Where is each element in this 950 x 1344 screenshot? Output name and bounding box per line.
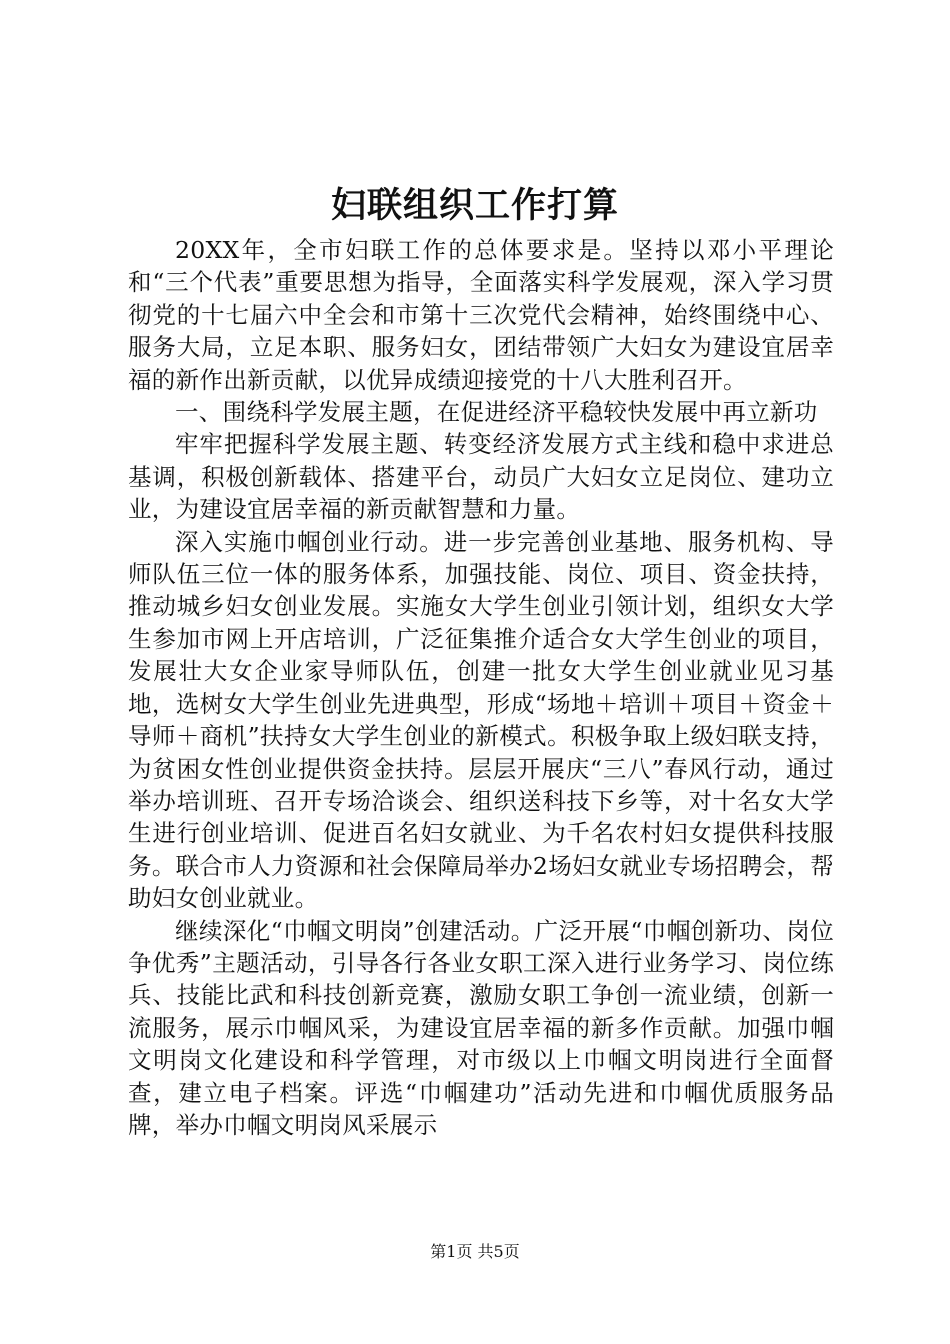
document-title: 妇联组织工作打算 [330,185,619,226]
page-number-footer: 第1页 共5页 [430,1242,520,1261]
paragraph-intro: 20XX年，全市妇联工作的总体要求是。坚持以邓小平理论和“三个代表”重要思想为指导，全面落实科学发展观，深入学习贯彻党的十七届六中全会和市第十三次党代会精神，始终围绕中心、服务大局，立足本职、服务妇女，团结带领广大妇女为建设宜居幸福的新作出新贡献，以优异成绩迎接党的十八大胜利召开。 [128,236,834,394]
paragraph-civilized-post: 继续深化“巾帼文明岗”创建活动。广泛开展“巾帼创新功、岗位争优秀”主题活动，引导各行各业女职工深入进行业务学习、岗位练兵、技能比武和科技创新竞赛，激励女职工争创一流业绩，创新一流服务，展示巾帼风采，为建设宜居幸福的新多作贡献。加强巾帼文明岗文化建设和科学管理，对市级以上巾帼文明岗进行全面督查，建立电子档案。评选“巾帼建功”活动先进和巾帼优质服务品牌，举办巾帼文明岗风采展示 [128,916,834,1139]
paragraph-overview: 牢牢把握科学发展主题、转变经济发展方式主线和稳中求进总基调，积极创新载体、搭建平台，动员广大妇女立足岗位、建功立业，为建设宜居幸福的新贡献智慧和力量。 [128,430,834,524]
document-body [128,234,834,1141]
paragraph-entrepreneurship: 深入实施巾帼创业行动。进一步完善创业基地、服务机构、导师队伍三位一体的服务体系，加强技能、岗位、项目、资金扶持，推动城乡妇女创业发展。实施女大学生创业引领计划，组织女大学生参加市网上开店培训，广泛征集推介适合女大学生创业的项目，发展壮大女企业家导师队伍，创建一批女大学生创业就业见习基地，选树女大学生创业先进典型，形成“场地＋培训＋项目＋资金＋导师＋商机”扶持女大学生创业的新模式。积极争取上级妇联支持，为贫困女性创业提供资金扶持。层层开展庆“三八”春风行动，通过举办培训班、召开专场洽谈会、组织送科技下乡等，对十名女大学生进行创业培训、促进百名妇女就业、为千名农村妇女提供科技服务。联合市人力资源和社会保障局举办2场妇女就业专场招聘会，帮助妇女创业就业。 [128,527,834,913]
section-heading-1: 一、围绕科学发展主题，在促进经济平稳较快发展中再立新功 [175,398,818,427]
